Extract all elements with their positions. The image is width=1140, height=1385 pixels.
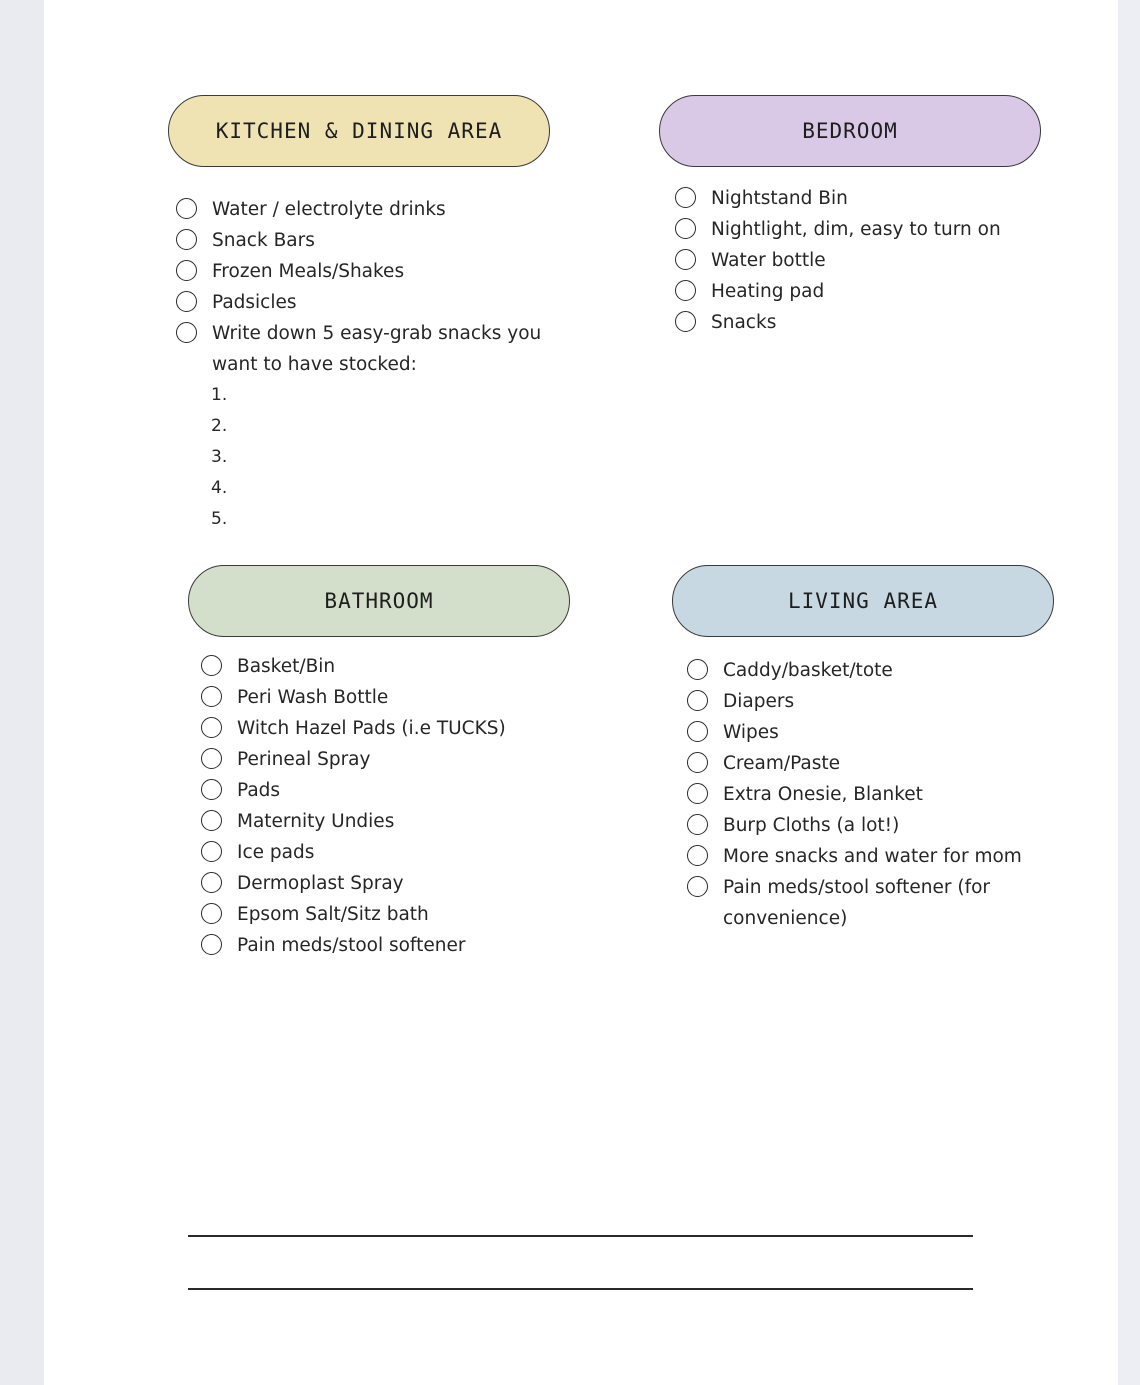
checkbox-circle[interactable] — [201, 717, 222, 738]
checklist-item — [675, 183, 1055, 214]
checklist-item — [201, 930, 601, 961]
checklist-item — [675, 214, 1055, 245]
bedroom-section-title: BEDROOM — [802, 119, 898, 143]
kitchen-section-header — [168, 95, 550, 167]
item-label: Caddy/basket/tote — [723, 660, 893, 681]
viewer-gutter — [1118, 0, 1140, 1385]
item-label: Snacks — [711, 312, 777, 333]
checklist-item — [687, 810, 1032, 841]
item-label: Maternity Undies — [237, 811, 395, 832]
bathroom-section-title: BATHROOM — [324, 589, 434, 613]
checklist-item — [201, 837, 601, 868]
checklist-item — [176, 287, 556, 318]
bathroom-checklist — [201, 651, 601, 961]
checklist-item — [201, 744, 601, 775]
item-label: Nightstand Bin — [711, 188, 848, 209]
checkbox-circle[interactable] — [675, 218, 696, 239]
item-label: Pain meds/stool softener — [237, 935, 466, 956]
item-label: Dermoplast Spray — [237, 873, 404, 894]
item-label: Epsom Salt/Sitz bath — [237, 904, 429, 925]
item-label: Pain meds/stool softener (for convenience) — [723, 877, 991, 929]
checklist-item — [687, 748, 1032, 779]
checklist-item — [201, 899, 601, 930]
checkbox-circle[interactable] — [687, 876, 708, 897]
kitchen-checklist — [176, 194, 556, 380]
checkbox-circle[interactable] — [687, 845, 708, 866]
checklist-item — [176, 225, 556, 256]
checkbox-circle[interactable] — [675, 311, 696, 332]
checkbox-circle[interactable] — [176, 198, 197, 219]
living-section-header — [672, 565, 1054, 637]
item-label: Basket/Bin — [237, 656, 336, 677]
item-label: Extra Onesie, Blanket — [723, 784, 923, 805]
item-label: More snacks and water for mom — [723, 846, 1022, 867]
checkbox-circle[interactable] — [687, 721, 708, 742]
checkbox-circle[interactable] — [675, 187, 696, 208]
checklist-item — [201, 868, 601, 899]
checklist-item — [201, 806, 601, 837]
snack-number: 4. — [211, 478, 228, 498]
item-label: Diapers — [723, 691, 795, 712]
snack-number: 2. — [211, 416, 228, 436]
checkbox-circle[interactable] — [201, 686, 222, 707]
checkbox-circle[interactable] — [201, 655, 222, 676]
checkbox-circle[interactable] — [675, 249, 696, 270]
checkbox-circle[interactable] — [201, 748, 222, 769]
checklist-item — [176, 256, 556, 287]
item-label: Wipes — [723, 722, 779, 743]
item-label: Frozen Meals/Shakes — [212, 261, 405, 282]
checkbox-circle[interactable] — [176, 229, 197, 250]
checklist-item — [675, 276, 1055, 307]
checklist-item — [176, 194, 556, 225]
checkbox-circle[interactable] — [176, 291, 197, 312]
checklist-item — [687, 872, 1032, 934]
checklist-item — [201, 682, 601, 713]
item-label: Water / electrolyte drinks — [212, 199, 446, 220]
snack-number: 1. — [211, 385, 228, 405]
item-label: Ice pads — [237, 842, 315, 863]
checkbox-circle[interactable] — [201, 872, 222, 893]
checklist-item — [201, 775, 601, 806]
checkbox-circle[interactable] — [201, 903, 222, 924]
checkbox-circle[interactable] — [687, 783, 708, 804]
checkbox-circle[interactable] — [687, 752, 708, 773]
checklist-item — [675, 307, 1055, 338]
item-label: Burp Cloths (a lot!) — [723, 815, 900, 836]
checkbox-circle[interactable] — [201, 841, 222, 862]
checklist-item — [687, 686, 1032, 717]
checklist-item — [687, 655, 1032, 686]
item-label: Water bottle — [711, 250, 826, 271]
item-label: Nightlight, dim, easy to turn on — [711, 219, 1001, 240]
item-label: Padsicles — [212, 292, 297, 313]
checkbox-circle[interactable] — [687, 814, 708, 835]
checklist-item — [687, 841, 1032, 872]
snack-number: 5. — [211, 509, 228, 529]
snack-number-list — [211, 380, 227, 535]
checkbox-circle[interactable] — [201, 810, 222, 831]
checklist-item — [687, 717, 1032, 748]
bedroom-checklist — [675, 183, 1055, 338]
checkbox-circle[interactable] — [687, 690, 708, 711]
item-label: Peri Wash Bottle — [237, 687, 389, 708]
writing-line — [188, 1288, 973, 1290]
item-label: Heating pad — [711, 281, 825, 302]
checklist-item — [201, 713, 601, 744]
bedroom-section-header — [659, 95, 1041, 167]
item-label: Witch Hazel Pads (i.e TUCKS) — [237, 718, 506, 739]
checklist-item — [176, 318, 552, 380]
living-checklist — [687, 655, 1032, 934]
item-label: Pads — [237, 780, 281, 801]
snack-number: 3. — [211, 447, 228, 467]
checklist-item — [687, 779, 1032, 810]
bathroom-section-header — [188, 565, 570, 637]
kitchen-section-title: KITCHEN & DINING AREA — [215, 119, 503, 143]
living-section-title: LIVING AREA — [787, 589, 939, 613]
checklist-item — [201, 651, 601, 682]
item-label: Perineal Spray — [237, 749, 371, 770]
checkbox-circle[interactable] — [201, 779, 222, 800]
checklist-item — [675, 245, 1055, 276]
item-label: Write down 5 easy-grab snacks you want to have stocked: — [212, 323, 542, 375]
writing-line — [188, 1235, 973, 1237]
checkbox-circle[interactable] — [176, 260, 197, 281]
checkbox-circle[interactable] — [675, 280, 696, 301]
item-label: Snack Bars — [212, 230, 315, 251]
checkbox-circle[interactable] — [176, 322, 197, 343]
checkbox-circle[interactable] — [201, 934, 222, 955]
checkbox-circle[interactable] — [687, 659, 708, 680]
item-label: Cream/Paste — [723, 753, 841, 774]
